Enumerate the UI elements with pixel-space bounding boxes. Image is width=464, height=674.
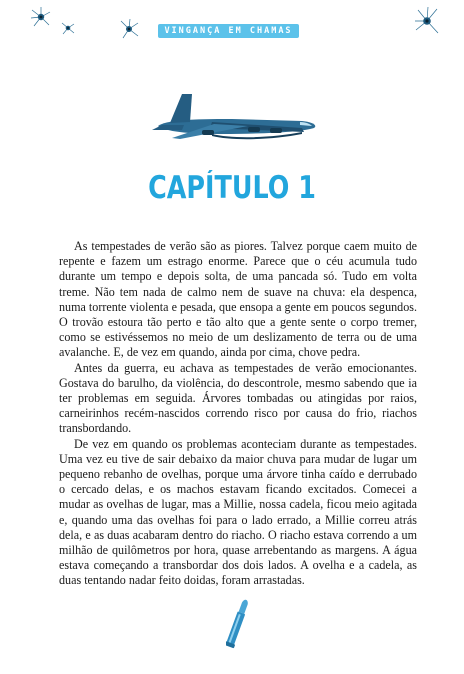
paragraph: As tempestades de verão são as piores. Talvez porque caem muito de repente e fazem um estrago enorme. Parece que o céu acumula tudo durante um tempo e depois solta, de uma pancada só. Tudo em volta treme. Não tem nada de calmo nem de suave na chuva: ela despenca, numa torrente violenta e pesada, que ensopa a gente em poucos segundos. O trovão estoura tão perto e tão alto que a gente sente o corpo tremer, como se estivéssemos no meio de um deslizamento de terra ou de uma avalanche. E, de vez em quando, ainda por cima, chove pedra.: [59, 239, 417, 360]
book-title: VINGANÇA EM CHAMAS: [164, 26, 293, 36]
paragraph: Antes da guerra, eu achava as tempestades de verão emocionantes. Gostava do barulho, da violência, do descontrole, mesmo sabendo que ia ter problemas em seguida. Árvores tombadas ou atingidas por raios, carneirinhos recém-nascidos correndo risco por causa do frio, riachos transbordando.: [59, 360, 417, 436]
bullet-hole-icon: [414, 6, 440, 36]
chapter-body: [59, 239, 417, 589]
book-title-banner: [158, 24, 299, 38]
airplane-icon: [152, 92, 320, 156]
bullet-hole-icon: [60, 20, 76, 36]
bullet-hole-icon: [30, 6, 52, 28]
bullet-hole-icon: [118, 18, 140, 40]
bullet-icon: [226, 596, 248, 654]
chapter-title: CAPÍTULO 1: [148, 170, 316, 206]
paragraph: De vez em quando os problemas aconteciam durante as tempestades. Uma vez eu tive de sair debaixo da maior chuva para mudar de lugar um pequeno rebanho de ovelhas, porque uma árvore tinha caído e derrubado o cercado delas, e os machos estavam ficando excitados. Comecei a mudar as ovelhas de lugar, mas a Millie, nossa cadela, ficou meio agitada e, quando uma das ovelhas foi para o lado errado, a Millie correu atrás dela, e as duas acabaram dentro do riacho. O riacho estava correndo a um milhão de quilômetros por hora, quase arrebentando as margens. A água estava começando a transbordar dos dois lados. A ovelha e a cadela, as duas tentando nadar feito doidas, foram arrastadas.: [59, 436, 417, 588]
